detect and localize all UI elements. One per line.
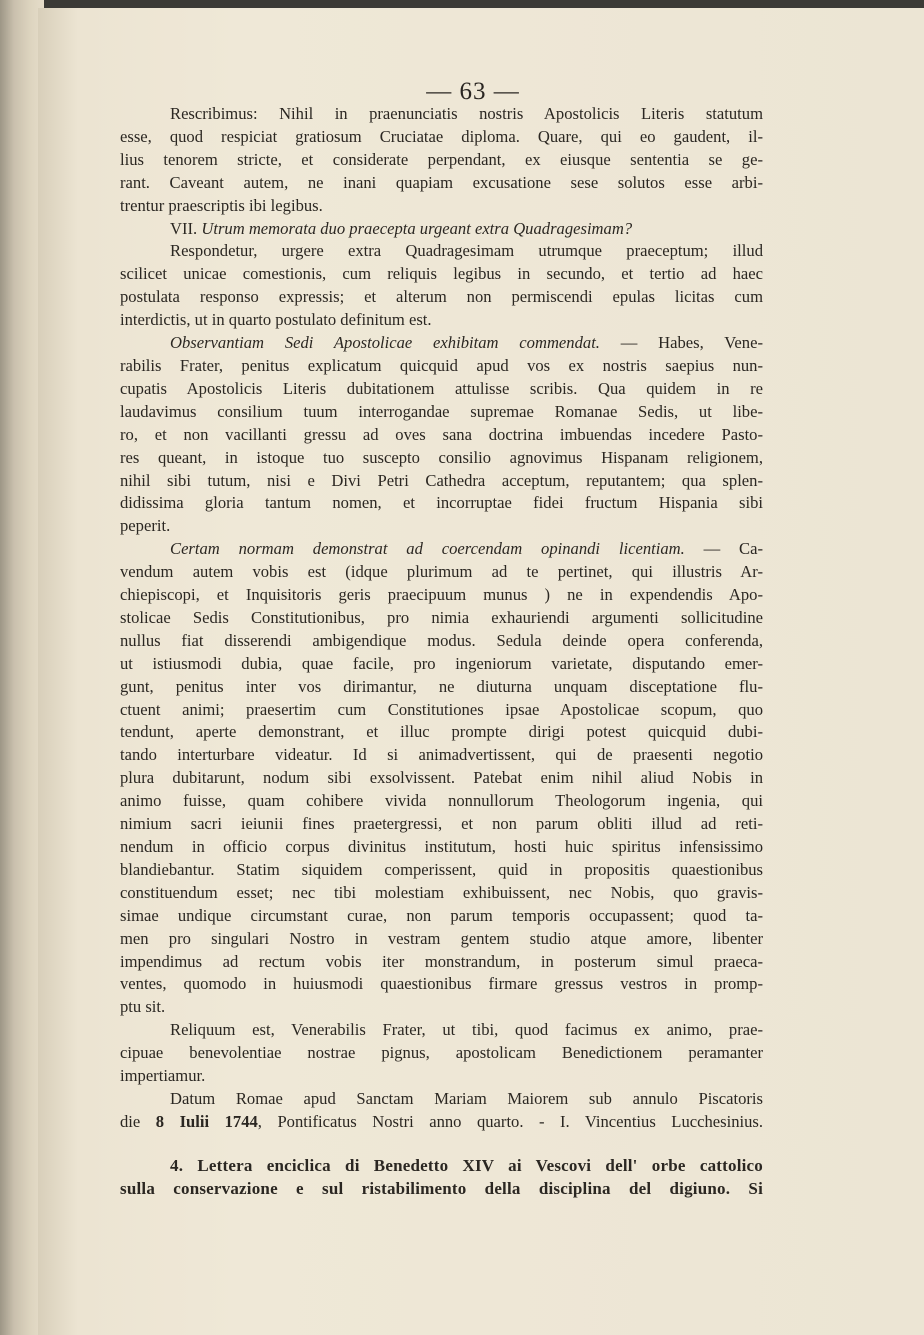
lines-line: [120, 996, 763, 1019]
section-gap: [120, 1134, 763, 1155]
lines-line: [120, 355, 763, 378]
lines-text-run: nihil sibi tutum, nisi e Divi Petri Cathedra acceptum, reputantem; qua splen-: [120, 470, 763, 490]
lines-line: [120, 676, 763, 699]
lines-line: [120, 447, 763, 470]
lines-line: [120, 882, 763, 905]
lines-text-run: impertiamur.: [120, 1066, 206, 1086]
lines-text-run: chiepiscopi, et Inquisitoris geris praecipuum munus ) ne in expendendis Apo-: [120, 585, 763, 605]
lines-text-run: laudavimus consilium tuum interrogandae supremae Romanae Sedis, ut libe-: [120, 401, 763, 421]
lines-text-run: 8 Iulii 1744: [155, 1111, 258, 1131]
heading-line: [120, 1155, 763, 1178]
lines-text-run: didissima gloria tantum nomen, et incorruptae fidei fructum Hispania sibi: [120, 493, 763, 513]
lines-text-run: Utrum memorata duo praecepta urgeant extra Quadragesimam?: [201, 218, 633, 238]
lines-text-run: die: [120, 1111, 156, 1131]
lines-text-run: postulata responso expressis; et alterum non permiscendi epulas licitas cum: [120, 287, 763, 307]
lines-text-run: nullus fiat disserendi ambigendique modus. Sedula deinde opera conferenda,: [120, 630, 763, 650]
heading-line: [120, 1178, 763, 1201]
lines-text-run: Rescribimus: Nihil in praenunciatis nostris Apostolicis Literis statutum: [170, 104, 763, 123]
lines-line: [120, 721, 763, 744]
lines-text-run: cupatis Apostolicis Literis dubitationem attulisse scribis. Qua quidem in re: [120, 378, 763, 398]
lines-text-run: nimium sacri ieiunii fines praetergressi, et non parum obliti illud ad reti-: [120, 814, 763, 834]
lines-line: [120, 630, 763, 653]
lines-text-run: blandiebantur. Statim siquidem comperissent, quid in propositis quaestionibus: [120, 859, 763, 879]
lines-line: [120, 309, 763, 332]
lines-line: [120, 1042, 763, 1065]
lines-line: [120, 1111, 763, 1134]
lines-line: [120, 790, 763, 813]
lines-text-run: stolicae Sedis Constitutionibus, pro nimia exhauriendi argumenti sollicitudine: [120, 607, 763, 627]
lines-line: [120, 470, 763, 493]
lines-line: [120, 218, 763, 241]
lines-line: [120, 584, 763, 607]
lines-text-run: simae undique circumstant curae, non parum temporis occupassent; quod ta-: [120, 905, 763, 925]
lines-text-run: Respondetur, urgere extra Quadragesimam utrumque praeceptum; illud: [170, 241, 763, 261]
lines-text-run: ctuent animi; praesertim cum Constitutiones ipsae Apostolicae scopum, quo: [120, 699, 763, 719]
lines-text-run: trentur praescriptis ibi legibus.: [120, 195, 323, 215]
lines-text-run: lius tenorem stricte, et considerate perpendant, ex eiusque sententia se ge-: [120, 149, 763, 169]
lines-line: [120, 103, 763, 126]
lines-text-run: Datum Romae apud Sanctam Mariam Maiorem sub annulo Piscatoris: [170, 1088, 763, 1108]
lines-line: [120, 195, 763, 218]
lines-text-run: cipuae benevolentiae nostrae pignus, apostolicam Benedictionem peramanter: [120, 1043, 763, 1063]
lines-line: [120, 172, 763, 195]
lines-text-run: VII.: [170, 218, 202, 238]
lines-text-run: tendunt, aperte demonstrant, et illuc prompte dirigi potest quicquid dubi-: [120, 722, 763, 742]
lines-line: [120, 1065, 763, 1088]
lines-line: [120, 813, 763, 836]
lines-text-run: Reliquum est, Venerabilis Frater, ut tibi, quod facimus ex animo, prae-: [170, 1020, 763, 1040]
lines-line: [120, 653, 763, 676]
lines-line: [120, 973, 763, 996]
lines-line: [120, 332, 763, 355]
lines-line: [120, 263, 763, 286]
lines-text-run: impendimus ad rectum vobis iter monstrandum, in posterum simul praeca-: [120, 951, 763, 971]
lines-text-run: — Ca-: [684, 539, 763, 559]
heading-text-run: 4. Lettera enciclica di Benedetto XIV ai Vescovi dell' orbe cattolico: [170, 1155, 763, 1175]
lines-text-run: ventes, quomodo in huiusmodi quaestionibus firmare gressus vestros in promp-: [120, 974, 763, 994]
page-number: — 63 —: [426, 78, 520, 105]
lines-text-run: Certam normam demonstrat ad coercendam opinandi licentiam.: [170, 539, 685, 559]
lines-text-run: peperit.: [120, 516, 171, 536]
lines-line: [120, 240, 763, 263]
lines-line: [120, 859, 763, 882]
lines-line: [120, 401, 763, 424]
lines-line: [120, 561, 763, 584]
lines-text-run: men pro singulari Nostro in vestram gentem studio atque amore, libenter: [120, 928, 763, 948]
lines-line: [120, 1019, 763, 1042]
lines-text-run: ro, et non vacillanti gressu ad oves sana doctrina imbuendas incedere Pasto-: [120, 424, 763, 444]
lines-text-run: rant. Caveant autem, ne inani quapiam excusatione sese solutos esse arbi-: [120, 172, 763, 192]
lines-line: [120, 538, 763, 561]
lines-line: [120, 1088, 763, 1111]
body-text: [120, 103, 763, 1201]
lines-text-run: interdictis, ut in quarto postulato definitum est.: [120, 310, 432, 330]
lines-line: [120, 149, 763, 172]
lines-line: [120, 905, 763, 928]
lines-line: [120, 928, 763, 951]
lines-line: [120, 699, 763, 722]
lines-line: [120, 126, 763, 149]
lines-text-run: res queant, in istoque tuo suscepto consilio agnovimus Hispanam religionem,: [120, 447, 763, 467]
lines-text-run: animo fuisse, quam cohibere vivida nonnullorum Theologorum ingenia, qui: [120, 791, 763, 811]
lines-text-run: vendum autem vobis est (idque plurimum ad te pertinet, qui illustris Ar-: [120, 562, 763, 582]
lines-line: [120, 836, 763, 859]
lines-text-run: esse, quod respiciat gratiosum Cruciatae diploma. Quare, qui eo gaudent, il-: [120, 126, 763, 146]
lines-text-run: nendum in officio corpus divinitus institutum, hosti huic spiritus infensissimo: [120, 837, 763, 856]
lines-line: [120, 744, 763, 767]
lines-text-run: Observantiam Sedi Apostolicae exhibitam commendat.: [170, 333, 600, 353]
lines-text-run: scilicet unicae comestionis, cum reliquis legibus in secundo, et tertio ad haec: [120, 264, 763, 284]
lines-text-run: — Habes, Vene-: [599, 333, 763, 353]
lines-line: [120, 951, 763, 974]
lines-text-run: tando interturbare videatur. Id si animadvertissent, qui de praesenti negotio: [120, 745, 763, 765]
lines-line: [120, 767, 763, 790]
lines-text-run: ut istiusmodi dubia, quae facile, pro ingeniorum varietate, disputando emer-: [120, 653, 763, 673]
lines-line: [120, 607, 763, 630]
lines-text-run: constituendum esset; nec tibi molestiam exhibuissent, nec Nobis, quo gravis-: [120, 882, 763, 902]
lines-line: [120, 378, 763, 401]
lines-line: [120, 492, 763, 515]
lines-line: [120, 286, 763, 309]
lines-line: [120, 424, 763, 447]
lines-line: [120, 515, 763, 538]
lines-text-run: gunt, penitus inter vos dirimantur, ne diuturna unquam disceptatione flu-: [120, 676, 763, 696]
lines-text-run: plura dubitarunt, nodum sibi exsolvissent. Patebat enim nihil aliud Nobis in: [120, 768, 763, 788]
lines-text-run: ptu sit.: [120, 997, 166, 1017]
lines-text-run: rabilis Frater, penitus explicatum quicquid apud vos ex nostris saepius nun-: [120, 355, 763, 375]
heading-text-run: sulla conservazione e sul ristabilimento della disciplina del digiuno. Si: [120, 1178, 763, 1198]
lines-text-run: , Pontificatus Nostri anno quarto. - I. Vincentius Lucchesinius.: [257, 1111, 764, 1131]
